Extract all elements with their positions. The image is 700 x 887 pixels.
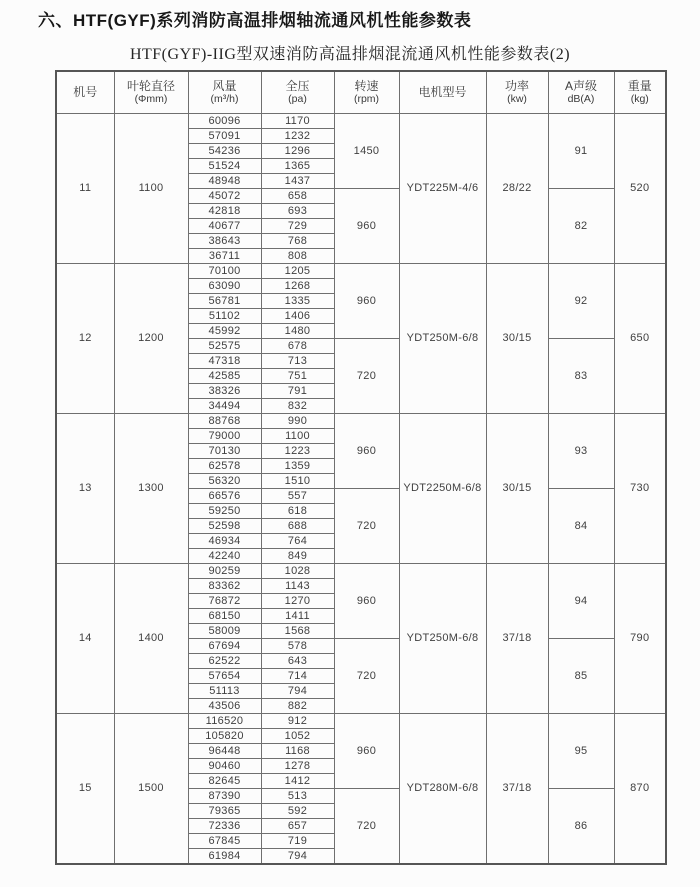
column-header-unit: (kw)	[507, 93, 527, 106]
column-header-unit: (Φmm)	[134, 93, 168, 106]
total-pressure-cell: 1168	[261, 743, 334, 758]
column-header-impeller-diameter	[114, 71, 188, 113]
air-volume-cell: 68150	[188, 608, 261, 623]
air-volume-cell: 45992	[188, 323, 261, 338]
air-volume-cell: 54236	[188, 143, 261, 158]
total-pressure-cell: 1052	[261, 728, 334, 743]
motor-model-cell: YDT250M-6/8	[399, 263, 486, 413]
air-volume-cell: 67694	[188, 638, 261, 653]
total-pressure-cell: 713	[261, 353, 334, 368]
total-pressure-cell: 768	[261, 233, 334, 248]
weight-cell: 870	[614, 713, 666, 864]
total-pressure-cell: 1510	[261, 473, 334, 488]
column-header-label: 全压	[285, 79, 310, 94]
total-pressure-cell: 719	[261, 833, 334, 848]
total-pressure-cell: 1270	[261, 593, 334, 608]
air-volume-cell: 87390	[188, 788, 261, 803]
total-pressure-cell: 1480	[261, 323, 334, 338]
model-no-cell: 11	[56, 113, 114, 263]
column-header-label: 电机型号	[418, 85, 467, 100]
column-header-label: 风量	[212, 79, 237, 94]
air-volume-cell: 42240	[188, 548, 261, 563]
column-header-label: 叶轮直径	[126, 79, 175, 94]
air-volume-cell: 52575	[188, 338, 261, 353]
table-body	[56, 113, 666, 864]
header-row	[56, 71, 666, 113]
page-title: 六、HTF(GYF)系列消防高温排烟轴流通风机性能参数表	[38, 11, 472, 30]
total-pressure-cell: 1359	[261, 458, 334, 473]
total-pressure-cell: 1028	[261, 563, 334, 578]
total-pressure-cell: 592	[261, 803, 334, 818]
column-header-unit: (pa)	[288, 93, 307, 106]
impeller-diameter-cell: 1400	[114, 563, 188, 713]
weight-cell: 730	[614, 413, 666, 563]
air-volume-cell: 46934	[188, 533, 261, 548]
air-volume-cell: 79365	[188, 803, 261, 818]
total-pressure-cell: 912	[261, 713, 334, 728]
total-pressure-cell: 1143	[261, 578, 334, 593]
impeller-diameter-cell: 1300	[114, 413, 188, 563]
motor-model-cell: YDT225M-4/6	[399, 113, 486, 263]
total-pressure-cell: 1278	[261, 758, 334, 773]
column-header-unit: (kg)	[630, 93, 649, 106]
total-pressure-cell: 1100	[261, 428, 334, 443]
air-volume-cell: 88768	[188, 413, 261, 428]
power-cell: 28/22	[486, 113, 548, 263]
total-pressure-cell: 832	[261, 398, 334, 413]
total-pressure-cell: 1335	[261, 293, 334, 308]
power-cell: 30/15	[486, 413, 548, 563]
table-row	[56, 113, 666, 128]
speed-cell: 960	[334, 563, 399, 638]
model-no-cell: 13	[56, 413, 114, 563]
weight-cell: 650	[614, 263, 666, 413]
total-pressure-cell: 1568	[261, 623, 334, 638]
total-pressure-cell: 849	[261, 548, 334, 563]
total-pressure-cell: 1205	[261, 263, 334, 278]
air-volume-cell: 51113	[188, 683, 261, 698]
column-header-unit: dB(A)	[567, 93, 595, 106]
model-no-cell: 15	[56, 713, 114, 864]
power-cell: 30/15	[486, 263, 548, 413]
noise-level-cell: 83	[548, 338, 614, 413]
air-volume-cell: 57091	[188, 128, 261, 143]
total-pressure-cell: 657	[261, 818, 334, 833]
speed-cell: 960	[334, 413, 399, 488]
column-header-speed	[334, 71, 399, 113]
air-volume-cell: 60096	[188, 113, 261, 128]
impeller-diameter-cell: 1200	[114, 263, 188, 413]
total-pressure-cell: 714	[261, 668, 334, 683]
fan-performance-table	[55, 70, 667, 865]
air-volume-cell: 90460	[188, 758, 261, 773]
motor-model-cell: YDT280M-6/8	[399, 713, 486, 864]
column-header-weight	[614, 71, 666, 113]
air-volume-cell: 116520	[188, 713, 261, 728]
air-volume-cell: 51102	[188, 308, 261, 323]
weight-cell: 790	[614, 563, 666, 713]
air-volume-cell: 59250	[188, 503, 261, 518]
speed-cell: 720	[334, 638, 399, 713]
column-header-label: 机号	[73, 85, 98, 100]
noise-level-cell: 91	[548, 113, 614, 188]
noise-level-cell: 93	[548, 413, 614, 488]
air-volume-cell: 52598	[188, 518, 261, 533]
speed-cell: 720	[334, 488, 399, 563]
power-cell: 37/18	[486, 713, 548, 864]
column-header-total-pressure	[261, 71, 334, 113]
air-volume-cell: 66576	[188, 488, 261, 503]
column-header-label: 转速	[354, 79, 379, 94]
total-pressure-cell: 729	[261, 218, 334, 233]
total-pressure-cell: 1406	[261, 308, 334, 323]
air-volume-cell: 42585	[188, 368, 261, 383]
air-volume-cell: 79000	[188, 428, 261, 443]
total-pressure-cell: 1411	[261, 608, 334, 623]
total-pressure-cell: 578	[261, 638, 334, 653]
impeller-diameter-cell: 1100	[114, 113, 188, 263]
air-volume-cell: 67845	[188, 833, 261, 848]
air-volume-cell: 34494	[188, 398, 261, 413]
noise-level-cell: 94	[548, 563, 614, 638]
column-header-unit: (m³/h)	[210, 93, 239, 106]
model-no-cell: 14	[56, 563, 114, 713]
total-pressure-cell: 751	[261, 368, 334, 383]
air-volume-cell: 42818	[188, 203, 261, 218]
air-volume-cell: 36711	[188, 248, 261, 263]
speed-cell: 1450	[334, 113, 399, 188]
column-header-motor-model	[399, 71, 486, 113]
air-volume-cell: 72336	[188, 818, 261, 833]
air-volume-cell: 45072	[188, 188, 261, 203]
air-volume-cell: 76872	[188, 593, 261, 608]
air-volume-cell: 57654	[188, 668, 261, 683]
total-pressure-cell: 764	[261, 533, 334, 548]
air-volume-cell: 38326	[188, 383, 261, 398]
total-pressure-cell: 882	[261, 698, 334, 713]
speed-cell: 960	[334, 713, 399, 788]
motor-model-cell: YDT250M-6/8	[399, 563, 486, 713]
table-row	[56, 563, 666, 578]
total-pressure-cell: 990	[261, 413, 334, 428]
speed-cell: 720	[334, 788, 399, 864]
column-header-air-volume	[188, 71, 261, 113]
column-header-label: 重量	[627, 79, 652, 94]
air-volume-cell: 90259	[188, 563, 261, 578]
air-volume-cell: 63090	[188, 278, 261, 293]
noise-level-cell: 92	[548, 263, 614, 338]
total-pressure-cell: 618	[261, 503, 334, 518]
air-volume-cell: 62522	[188, 653, 261, 668]
total-pressure-cell: 794	[261, 848, 334, 864]
total-pressure-cell: 693	[261, 203, 334, 218]
air-volume-cell: 48948	[188, 173, 261, 188]
total-pressure-cell: 1296	[261, 143, 334, 158]
total-pressure-cell: 658	[261, 188, 334, 203]
noise-level-cell: 85	[548, 638, 614, 713]
power-cell: 37/18	[486, 563, 548, 713]
air-volume-cell: 83362	[188, 578, 261, 593]
model-no-cell: 12	[56, 263, 114, 413]
total-pressure-cell: 1437	[261, 173, 334, 188]
column-header-noise-level	[548, 71, 614, 113]
total-pressure-cell: 808	[261, 248, 334, 263]
total-pressure-cell: 643	[261, 653, 334, 668]
column-header-power	[486, 71, 548, 113]
air-volume-cell: 62578	[188, 458, 261, 473]
weight-cell: 520	[614, 113, 666, 263]
air-volume-cell: 38643	[188, 233, 261, 248]
total-pressure-cell: 1412	[261, 773, 334, 788]
speed-cell: 960	[334, 263, 399, 338]
speed-cell: 960	[334, 188, 399, 263]
air-volume-cell: 70100	[188, 263, 261, 278]
air-volume-cell: 51524	[188, 158, 261, 173]
air-volume-cell: 58009	[188, 623, 261, 638]
total-pressure-cell: 688	[261, 518, 334, 533]
table-row	[56, 713, 666, 728]
air-volume-cell: 40677	[188, 218, 261, 233]
speed-cell: 720	[334, 338, 399, 413]
total-pressure-cell: 791	[261, 383, 334, 398]
noise-level-cell: 86	[548, 788, 614, 864]
table-row	[56, 413, 666, 428]
air-volume-cell: 61984	[188, 848, 261, 864]
air-volume-cell: 43506	[188, 698, 261, 713]
column-header-label: 功率	[504, 79, 529, 94]
noise-level-cell: 82	[548, 188, 614, 263]
table-row	[56, 263, 666, 278]
air-volume-cell: 105820	[188, 728, 261, 743]
column-header-model-no	[56, 71, 114, 113]
total-pressure-cell: 1232	[261, 128, 334, 143]
total-pressure-cell: 1365	[261, 158, 334, 173]
air-volume-cell: 56320	[188, 473, 261, 488]
table-header	[56, 71, 666, 113]
air-volume-cell: 82645	[188, 773, 261, 788]
total-pressure-cell: 678	[261, 338, 334, 353]
total-pressure-cell: 794	[261, 683, 334, 698]
air-volume-cell: 96448	[188, 743, 261, 758]
total-pressure-cell: 1170	[261, 113, 334, 128]
page-subtitle: HTF(GYF)-IIG型双速消防高温排烟混流通风机性能参数表(2)	[129, 46, 571, 63]
impeller-diameter-cell: 1500	[114, 713, 188, 864]
total-pressure-cell: 513	[261, 788, 334, 803]
column-header-unit: (rpm)	[353, 93, 380, 106]
column-header-label: A声级	[564, 79, 597, 94]
air-volume-cell: 47318	[188, 353, 261, 368]
total-pressure-cell: 1223	[261, 443, 334, 458]
noise-level-cell: 84	[548, 488, 614, 563]
air-volume-cell: 56781	[188, 293, 261, 308]
total-pressure-cell: 1268	[261, 278, 334, 293]
motor-model-cell: YDT2250M-6/8	[399, 413, 486, 563]
air-volume-cell: 70130	[188, 443, 261, 458]
total-pressure-cell: 557	[261, 488, 334, 503]
noise-level-cell: 95	[548, 713, 614, 788]
